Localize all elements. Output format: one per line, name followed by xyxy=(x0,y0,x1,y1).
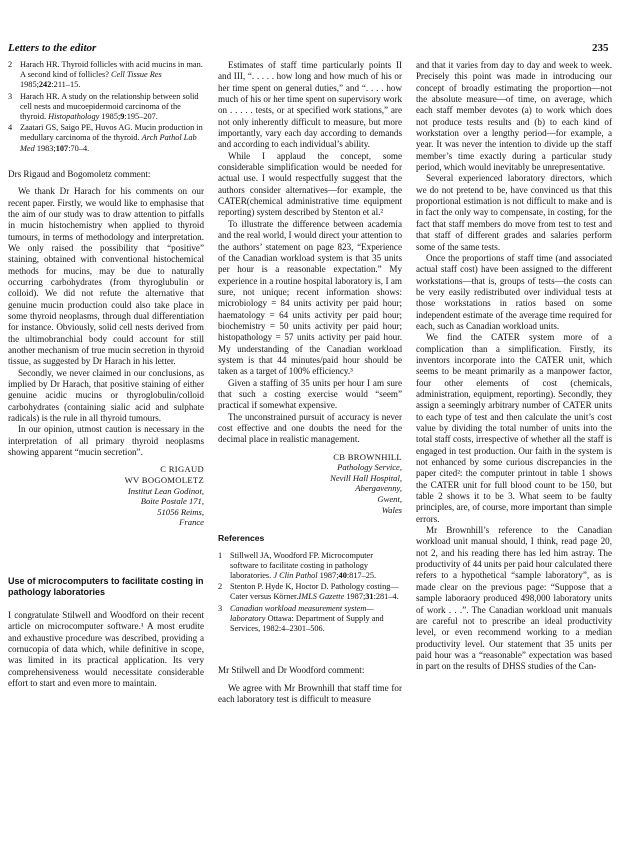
reference-text: Ottawa: Department of Supply and Services, 1982:4–2301–506. xyxy=(230,613,384,634)
reference-number: 2 xyxy=(8,60,13,69)
reference-text: Canadian workload measurement system—laboratory xyxy=(230,603,374,623)
reference-list xyxy=(218,551,402,635)
paragraph: Secondly, we never claimed in our conclusions, as implied by Dr Harach, that positive staining of either genuine acidic mucins or thyroglobulin/colloid carbohydrates (containing sialic acid and sulphate radicals) is the rule in all thyroid tumours. xyxy=(8,367,204,424)
address-line: Nevill Hall Hospital, xyxy=(330,472,402,483)
reference-number: 2 xyxy=(218,582,223,592)
reference-text: 1987; xyxy=(344,592,366,602)
references-heading: References xyxy=(218,533,265,544)
reference-text: :211–15. xyxy=(51,80,81,90)
running-header: Letters to the editor xyxy=(8,42,97,54)
reference-item xyxy=(8,92,204,123)
paragraph: and that it varies from day to day and week to week. Precisely this point was made in introducing our concept of broadly estimating the proportion—not the absolute measure—of time, on average, which each staff member devotes (a) to work which does not produce tests results and (b) to each kind of workstation over a lengthy period—for example, a year. It was never the intention to divide up the staff member’s time exactly during a particular study period, which would inevitably be unrepresentative. xyxy=(416,60,612,173)
reference-text: :817–25. xyxy=(346,571,377,580)
reference-text: Arch Pathol Lab Med xyxy=(20,133,197,153)
paragraph: Once the proportions of staff time (and associated actual staff cost) have been assigned to the different workstations—that is, groups of tests—the costs can be very easily redistributed over individual tests at those workstations in ratios based on some independent estimate of the average time required for each, such as Canadian workload units. xyxy=(416,252,612,331)
author-name: C RIGAUD xyxy=(160,464,204,475)
paragraph: We agree with Mr Brownhill that staff time for each laboratory test is difficult to measure xyxy=(218,682,402,704)
comment-heading: Mr Stilwell and Dr Woodford comment: xyxy=(218,665,365,676)
reference-text: J Clin Pathol xyxy=(273,571,318,580)
signature-block xyxy=(8,464,204,528)
address-line: France xyxy=(179,517,204,528)
paragraph: The unconstrained pursuit of accuracy is never cost effective and one doubts the need for the decimal place in realistic management. xyxy=(218,411,402,445)
reference-text: Zaatari GS, Saigo PE, Huvos AG. Mucin production in medullary carcinoma of the thyroid. xyxy=(20,123,203,143)
reference-text: :70–4. xyxy=(68,143,90,153)
reference-text: 1985; xyxy=(99,112,121,122)
reference-number: 4 xyxy=(8,123,13,133)
address-line: Institut Lean Godinot, xyxy=(127,485,204,496)
reference-item xyxy=(8,123,204,154)
reference-number: 3 xyxy=(8,91,13,101)
paragraph: In our opinion, utmost caution is necessary in the interpretation of all primary thyroid neoplasms showing apparent “mucin secretion”. xyxy=(8,424,204,458)
comment-heading: Drs Rigaud and Bogomoletz comment: xyxy=(8,168,151,179)
paragraph: Given a staffing of 35 units per hour I am sure that such a costing exercise would “seem” practical if somewhat expensive. xyxy=(218,377,402,411)
reference-text: 40 xyxy=(338,571,347,580)
paragraph: Estimates of staff time particularly points II and III, “. . . . . how long and how much of his or her time spent on general duties,” and “. . . . how much of his or her time spent on supervisory work on . . . . . tests, or at specified work stations,” are not only inherently difficult to measure, but more importantly, vary each day according to demands and according to each individual’s ability. xyxy=(218,60,402,150)
author-name: WV BOGOMOLETZ xyxy=(124,475,204,486)
reference-text: Stillwell JA, Woodford FP. Microcomputer software to facilitate costing in pathology laboratories. xyxy=(230,550,373,580)
reference-text: 1985; xyxy=(20,80,39,90)
address-line: Gwent, xyxy=(377,494,402,505)
paragraph: To illustrate the difference between academia and the real world, I would direct your attention to the authors’ statement on page 823, “Experience of the Canadian workload system is that 35 units per hour is a reasonable expectation.” My experience in a routine hospital laboratory is, I am sure, not unique; recent information shows: microbiology = 84 units activity per paid hour; haematology = 64 units activity per paid hour; biochemistry = 50 units activity per paid hour; histopathology = 57 units activity per paid hour. My understanding of the Canadian workload system is that 44 minutes/paid hour should be taken as a target of 100% efficiency.³ xyxy=(218,218,402,377)
reference-item xyxy=(218,551,402,582)
paragraph: While I applaud the concept, some considerable simplification would be needed for actual use. I would respectfully suggest that the authors consider alternatives—for example, the CATER(chemical administrative time equipment reporting) system described by Stenton et al.² xyxy=(218,150,402,218)
column-3 xyxy=(416,60,612,673)
reference-text: :195–207. xyxy=(124,112,158,122)
paragraph: I congratulate Stilwell and Woodford on their recent article on microcomputer software.¹ A most erudite and exhaustive procedure was described, providing a cornucopia of data which, while definitive in scope, was limited in its practical application. Its very comprehensiveness would necessitate considerable effort to start and even more to maintain. xyxy=(8,609,204,689)
reference-item xyxy=(218,582,402,602)
paragraph: We find the CATER system more of a complication than a simplification. Firstly, its inventors incorporate into the CATER unit, which seems to be meant primarily as a manpower factor, four other elements of cost (chemicals, administration, equipment, reporting). Secondly, they assign a seemingly arbitrary number of CATER units to each type of test and then calculate the unit’s cost value by dividing the total number of units into the total staff costs, irrespective of whether all the staff is engaged in test production. Our faith in the system is not enhanced by some curious discrepancies in the paper cited²: the computer printout in table 1 shows the CATER unit for full blood count to be 150, but table 2 shows it to be 3. What seem to be faulty principles, are, of course, more important than simple errors. xyxy=(416,332,612,524)
reference-text: Stenton P. Hyde K, Hoctor D. Pathology costing—Cater versus Körner. xyxy=(230,582,399,602)
author-name: CB BROWNHILL xyxy=(333,451,402,462)
column-1 xyxy=(8,60,204,689)
reference-list-top xyxy=(8,60,204,154)
address-line: Wales xyxy=(381,504,402,515)
paragraph: Several experienced laboratory directors, which we do not pretend to be, have convinced us that this proportional estimation is not difficult to make and is in fact the only way to compensate, in costing, for the fact that staff members do move from test to test and that staff of different grades and salaries perform some of the same tests. xyxy=(416,173,612,252)
column-2 xyxy=(218,60,402,705)
reference-text: 9 xyxy=(120,112,125,122)
reference-text: :281–4. xyxy=(373,592,399,602)
reference-text: Harach HR. A study on the relationship between solid cell nests and mucoepidermoid carcinoma of the thyroid. xyxy=(20,91,199,122)
reference-number: 3 xyxy=(218,603,223,613)
section-title: Use of microcomputers to facilitate costing in pathology laboratories xyxy=(8,575,204,597)
page-number: 235 xyxy=(592,42,609,54)
reference-text: IMLS Gazette xyxy=(298,592,345,602)
address-line: Abergavenny, xyxy=(355,483,402,494)
address-line: Pathology Service, xyxy=(337,462,402,473)
reference-text: Cell Tissue Res xyxy=(111,70,162,80)
reference-item xyxy=(8,60,204,91)
paragraph: Mr Brownhill’s reference to the Canadian workload unit manual should, I think, read page 20, not 2, and his reading there has led him astray. The productivity of 44 units per paid hour calculated there refers to a hypothetical “sample laboratory”, as is made clear on the previous page: “Suppose that a sample laboraory produced 498,000 laboratory units of work . . .”. The Canadian workload unit manuals are careful not to prescribe an ideal productivity level, or even recommend working to a median productivity level. Our statement that 35 units per paid hour was a “reasonable” expectation was based in part on the results of DHSS studies of the Can- xyxy=(416,525,612,672)
paragraph: We thank Dr Harach for his comments on our recent paper. Firstly, we would like to emphasise that the aim of our study was to draw attention to pitfalls in mucin histochemistry when applied to thyroid tumours, in terms of methodology and interpretation. We only raised the possibility that “positive” staining, obtained with conventional histochemical methods for mucins, may be due to naturally occurring carbohydrates (from thyroglubulin or colloid). We did not refute the alternative that genuine mucin production could also take place in some thyroid neoplasms, through dual differentiation for instance. Obviously, solid cell nests derived from the ultimobranchial body could account for still another mechanism of true mucin secretion in thyroid tissue, as suggested by Dr Harach in his letter. xyxy=(8,186,204,367)
reference-text: 242 xyxy=(38,80,52,90)
reference-item xyxy=(218,604,402,635)
address-line: 51056 Reims, xyxy=(157,506,204,517)
reference-number: 1 xyxy=(218,550,223,560)
reference-text: 107 xyxy=(55,143,69,153)
reference-text: 1987; xyxy=(317,571,339,580)
reference-text: Histopathology xyxy=(48,112,100,122)
reference-text: 1983; xyxy=(34,143,56,153)
reference-text: 31 xyxy=(365,592,374,602)
address-line: Boite Postale 171, xyxy=(140,496,204,507)
signature-block xyxy=(218,452,402,516)
reference-text: Harach HR. Thyroid follicles with acid mucins in man. A second kind of follicles? xyxy=(20,60,203,80)
